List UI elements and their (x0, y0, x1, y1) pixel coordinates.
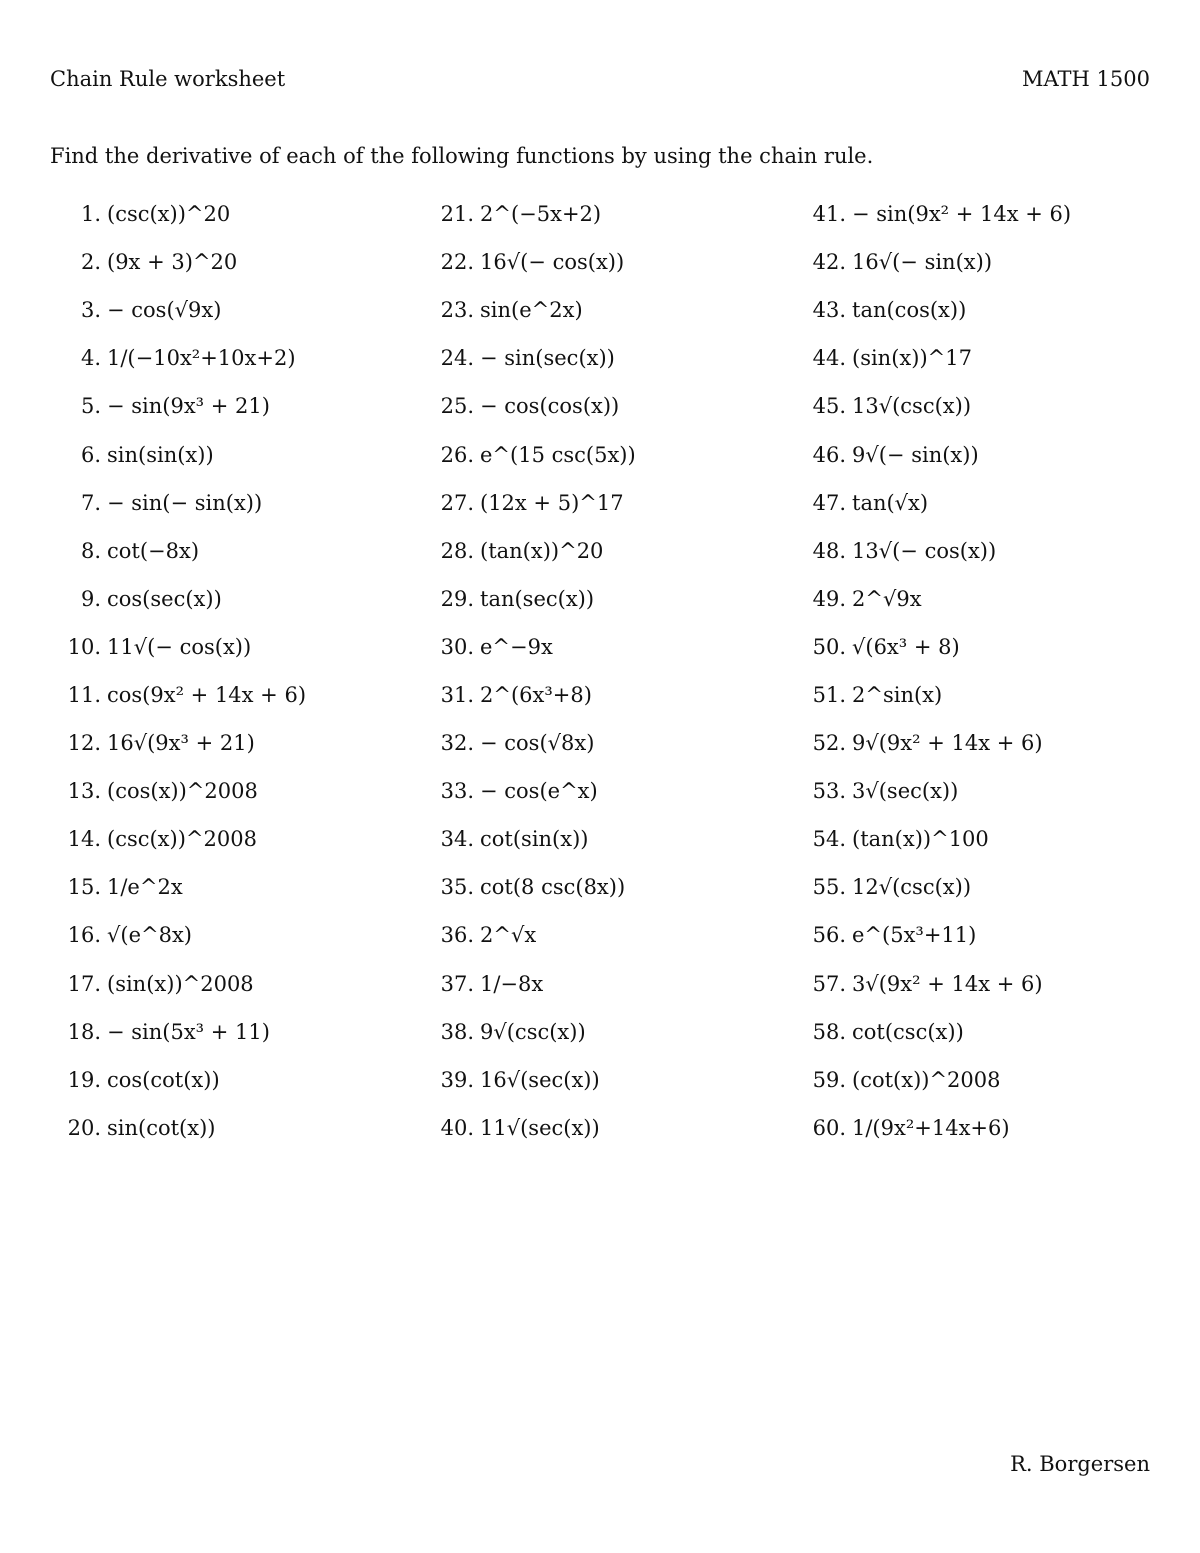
problem-number: 25. (440, 394, 474, 419)
problem-item (428, 430, 636, 478)
problem-number: 55. (812, 875, 846, 900)
problem-expression: cos(9x² + 14x + 6) (107, 682, 307, 707)
problem-item (428, 815, 636, 863)
problem-item (800, 575, 1071, 623)
problem-item (800, 960, 1071, 1008)
problem-number: 30. (440, 634, 474, 659)
problem-expression: 3√(9x² + 14x + 6) (852, 971, 1043, 996)
problem-number: 11. (67, 682, 101, 707)
problem-number: 52. (812, 731, 846, 756)
problem-expression: 3√(sec(x)) (852, 779, 959, 804)
problem-item (800, 911, 1071, 959)
problem-number: 46. (812, 442, 846, 467)
problem-expression: sin(sin(x)) (107, 442, 214, 467)
problem-item (55, 767, 306, 815)
problem-item (55, 527, 306, 575)
problem-number: 38. (440, 1019, 474, 1044)
problem-expression: e^−9x (480, 634, 553, 659)
problem-expression: 9√(csc(x)) (480, 1019, 586, 1044)
problem-number: 35. (440, 875, 474, 900)
problem-item (428, 767, 636, 815)
problem-number: 53. (812, 779, 846, 804)
problem-number: 26. (440, 442, 474, 467)
problem-expression: − sin(sec(x)) (480, 346, 615, 371)
problem-expression: 2^sin(x) (852, 682, 943, 707)
problem-number: 59. (812, 1067, 846, 1092)
worksheet-title: Chain Rule worksheet (50, 67, 286, 91)
problem-expression: − sin(5x³ + 11) (107, 1019, 270, 1044)
problem-number: 21. (440, 202, 474, 227)
problem-expression: 16√(sec(x)) (480, 1067, 600, 1092)
problem-item (428, 911, 636, 959)
problem-number: 49. (812, 586, 846, 611)
problem-item (800, 767, 1071, 815)
problem-item (800, 527, 1071, 575)
problem-expression: 9√(9x² + 14x + 6) (852, 731, 1043, 756)
instructions: Find the derivative of each of the following functions by using the chain rule. (50, 144, 874, 168)
problem-item (55, 430, 306, 478)
problem-expression: 2^√9x (852, 586, 922, 611)
problem-expression: 2^(6x³+8) (480, 682, 592, 707)
problem-expression: e^(5x³+11) (852, 923, 977, 948)
problem-item (428, 238, 636, 286)
problem-expression: (tan(x))^20 (480, 538, 604, 563)
problem-expression: − sin(− sin(x)) (107, 490, 263, 515)
problem-number: 57. (812, 971, 846, 996)
problem-expression: √(6x³ + 8) (852, 634, 960, 659)
problem-number: 32. (440, 731, 474, 756)
problem-expression: tan(cos(x)) (852, 298, 967, 323)
problem-expression: 9√(− sin(x)) (852, 442, 979, 467)
problem-item (800, 286, 1071, 334)
problem-expression: e^(15 csc(5x)) (480, 442, 636, 467)
problem-item (800, 334, 1071, 382)
problem-number: 14. (67, 827, 101, 852)
problem-number: 34. (440, 827, 474, 852)
problem-expression: 1/(−10x²+10x+2) (107, 346, 296, 371)
problem-number: 17. (67, 971, 101, 996)
problem-number: 42. (812, 250, 846, 275)
problem-expression: tan(sec(x)) (480, 586, 595, 611)
problem-item (55, 382, 306, 430)
problem-number: 33. (440, 779, 474, 804)
problem-item (428, 527, 636, 575)
problem-expression: √(e^8x) (107, 923, 192, 948)
problem-number: 47. (812, 490, 846, 515)
problem-number: 13. (67, 779, 101, 804)
problem-item (428, 575, 636, 623)
problem-number: 2. (80, 250, 101, 275)
problem-expression: 1/e^2x (107, 875, 183, 900)
problem-number: 40. (440, 1115, 474, 1140)
problem-number: 4. (80, 346, 101, 371)
problem-item (428, 719, 636, 767)
problem-item (800, 1104, 1071, 1152)
problem-item (800, 815, 1071, 863)
problem-item (55, 960, 306, 1008)
problem-number: 10. (67, 634, 101, 659)
problem-expression: tan(√x) (852, 490, 929, 515)
problem-expression: (cos(x))^2008 (107, 779, 258, 804)
problem-number: 54. (812, 827, 846, 852)
problem-expression: cot(csc(x)) (852, 1019, 964, 1044)
problem-expression: 2^√x (480, 923, 537, 948)
problem-column-3 (800, 190, 1071, 1152)
problem-item (55, 671, 306, 719)
problem-number: 36. (440, 923, 474, 948)
problem-expression: sin(e^2x) (480, 298, 583, 323)
problem-expression: cot(8 csc(8x)) (480, 875, 626, 900)
problem-expression: cot(sin(x)) (480, 827, 589, 852)
problem-item (428, 190, 636, 238)
problem-item (800, 1008, 1071, 1056)
problem-item (800, 671, 1071, 719)
course-code: MATH 1500 (1022, 67, 1150, 91)
problem-number: 27. (440, 490, 474, 515)
problem-number: 43. (812, 298, 846, 323)
problem-number: 6. (80, 442, 101, 467)
problem-expression: cot(−8x) (107, 538, 200, 563)
problem-number: 60. (812, 1115, 846, 1140)
problem-expression: 1/−8x (480, 971, 544, 996)
problem-number: 1. (80, 202, 101, 227)
problem-expression: 1/(9x²+14x+6) (852, 1115, 1010, 1140)
problem-item (428, 1056, 636, 1104)
problem-expression: 13√(− cos(x)) (852, 538, 997, 563)
problem-item (428, 863, 636, 911)
problem-number: 45. (812, 394, 846, 419)
problem-number: 58. (812, 1019, 846, 1044)
problem-column-2 (428, 190, 636, 1152)
problem-item (55, 911, 306, 959)
problem-expression: (csc(x))^2008 (107, 827, 257, 852)
problem-expression: (tan(x))^100 (852, 827, 989, 852)
problem-item (428, 334, 636, 382)
problem-number: 18. (67, 1019, 101, 1044)
problem-item (55, 575, 306, 623)
problem-number: 48. (812, 538, 846, 563)
problem-number: 56. (812, 923, 846, 948)
problem-number: 19. (67, 1067, 101, 1092)
problem-item (800, 238, 1071, 286)
problem-item (55, 719, 306, 767)
problem-expression: 12√(csc(x)) (852, 875, 972, 900)
problem-number: 41. (812, 202, 846, 227)
problem-number: 5. (80, 394, 101, 419)
problem-item (800, 479, 1071, 527)
problem-item (55, 286, 306, 334)
problem-item (800, 1056, 1071, 1104)
problem-number: 44. (812, 346, 846, 371)
problem-expression: (sin(x))^2008 (107, 971, 254, 996)
problem-number: 28. (440, 538, 474, 563)
problem-number: 51. (812, 682, 846, 707)
problem-item (800, 719, 1071, 767)
problem-expression: 16√(− cos(x)) (480, 250, 625, 275)
problem-item (800, 863, 1071, 911)
problem-number: 22. (440, 250, 474, 275)
problem-column-1 (55, 190, 306, 1152)
problem-item (800, 382, 1071, 430)
problem-item (428, 960, 636, 1008)
problem-item (800, 623, 1071, 671)
problem-expression: (12x + 5)^17 (480, 490, 624, 515)
problem-number: 31. (440, 682, 474, 707)
problem-expression: 16√(9x³ + 21) (107, 731, 255, 756)
problem-expression: − cos(cos(x)) (480, 394, 620, 419)
problem-item (800, 430, 1071, 478)
problem-item (428, 479, 636, 527)
problem-number: 9. (80, 586, 101, 611)
problem-expression: sin(cot(x)) (107, 1115, 216, 1140)
problem-item (55, 623, 306, 671)
problem-expression: − sin(9x² + 14x + 6) (852, 202, 1072, 227)
problem-item (55, 190, 306, 238)
problem-item (428, 1104, 636, 1152)
problem-number: 29. (440, 586, 474, 611)
problem-item (428, 382, 636, 430)
problem-expression: 16√(− sin(x)) (852, 250, 993, 275)
problem-item (55, 1008, 306, 1056)
problem-number: 3. (80, 298, 101, 323)
problem-item (428, 671, 636, 719)
problem-number: 8. (80, 538, 101, 563)
problem-expression: − cos(√9x) (107, 298, 222, 323)
problem-number: 39. (440, 1067, 474, 1092)
problem-item (428, 286, 636, 334)
problem-expression: (9x + 3)^20 (107, 250, 238, 275)
problem-expression: 2^(−5x+2) (480, 202, 602, 227)
problem-expression: 11√(sec(x)) (480, 1115, 600, 1140)
problem-number: 12. (67, 731, 101, 756)
problem-expression: (csc(x))^20 (107, 202, 231, 227)
problem-expression: 11√(− cos(x)) (107, 634, 252, 659)
problem-expression: − sin(9x³ + 21) (107, 394, 270, 419)
problem-expression: (sin(x))^17 (852, 346, 972, 371)
problem-expression: 13√(csc(x)) (852, 394, 972, 419)
problem-number: 37. (440, 971, 474, 996)
problem-item (55, 1104, 306, 1152)
problem-number: 7. (80, 490, 101, 515)
problem-item (55, 238, 306, 286)
problem-number: 23. (440, 298, 474, 323)
problem-item (55, 863, 306, 911)
problem-item (55, 1056, 306, 1104)
problem-item (55, 479, 306, 527)
problem-number: 16. (67, 923, 101, 948)
problem-expression: cos(sec(x)) (107, 586, 222, 611)
problem-number: 20. (67, 1115, 101, 1140)
problem-expression: − cos(e^x) (480, 779, 598, 804)
problem-expression: cos(cot(x)) (107, 1067, 220, 1092)
problem-number: 24. (440, 346, 474, 371)
problem-number: 50. (812, 634, 846, 659)
problem-expression: − cos(√8x) (480, 731, 595, 756)
problem-item (800, 190, 1071, 238)
problem-item (428, 1008, 636, 1056)
problem-item (55, 334, 306, 382)
problem-item (428, 623, 636, 671)
problem-expression: (cot(x))^2008 (852, 1067, 1001, 1092)
problem-number: 15. (67, 875, 101, 900)
problem-item (55, 815, 306, 863)
author-name: R. Borgersen (1010, 1452, 1150, 1476)
